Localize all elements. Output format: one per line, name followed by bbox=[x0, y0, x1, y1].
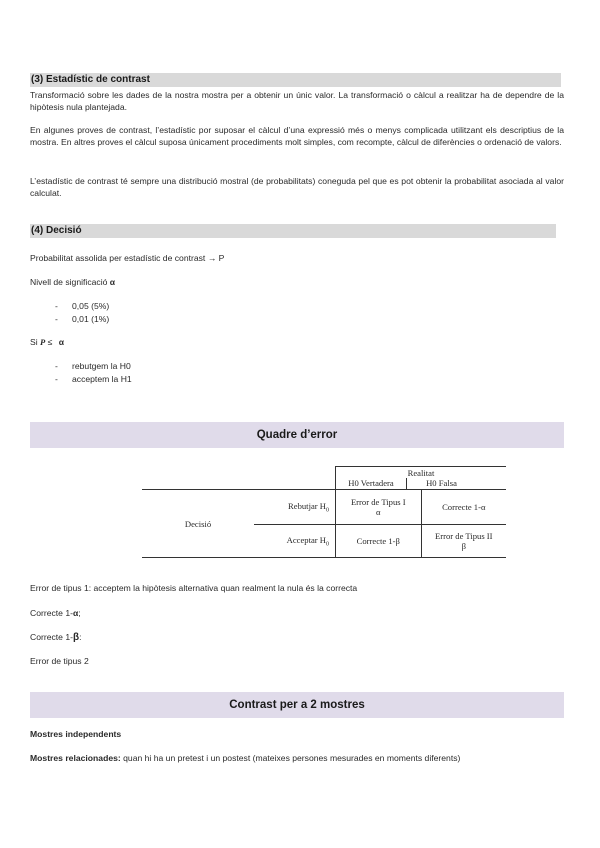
list-item-label: acceptem la H1 bbox=[72, 374, 132, 384]
correcte-beta-line: Correcte 1-β: bbox=[30, 632, 82, 643]
si-label: Si bbox=[30, 337, 41, 347]
band-contrast-2-mostres: Contrast per a 2 mostres bbox=[30, 692, 564, 718]
alpha-symbol: α bbox=[58, 337, 65, 347]
probabilitat-line: Probabilitat assolida per estadístic de contrast → P bbox=[30, 253, 225, 263]
p-symbol: P bbox=[40, 337, 46, 347]
col-h0-falsa: H0 Falsa bbox=[406, 478, 476, 489]
list-item-label: rebutgem la H0 bbox=[72, 361, 131, 371]
realitat-header: Realitat H0 Vertadera H0 Falsa bbox=[336, 467, 507, 490]
cell-correcte-beta: Correcte 1-β bbox=[336, 525, 422, 558]
mostres-relacionades-text: quan hi ha un pretest i un postest (mateixes persones mesurades en moments diferents) bbox=[120, 753, 461, 763]
list-item: - rebutgem la H0 bbox=[55, 361, 131, 371]
list-item-label: 0,05 (5%) bbox=[72, 301, 110, 311]
error-table bbox=[142, 466, 506, 558]
cell-error-tipus-ii: Error de Tipus II β bbox=[421, 525, 506, 558]
row-rebutjar: Rebutjar $H_0$ bbox=[254, 490, 336, 525]
error-tipus-2-line: Error de tipus 2 bbox=[30, 656, 89, 666]
si-p-line bbox=[30, 336, 64, 348]
le-symbol: ≤ bbox=[45, 337, 55, 347]
row-acceptar: Acceptar $H_0$ bbox=[254, 525, 336, 558]
band-quadre-error: Quadre d’error bbox=[30, 422, 564, 448]
paragraph-distribucio-mostral: L’estadístic de contrast té sempre una distribució mostral (de probabilitats) coneguda pel que es pot obtenir la probabilitat asociada al valor calculat. bbox=[30, 176, 564, 199]
list-item: - acceptem la H1 bbox=[55, 374, 132, 384]
list-item-label: 0,01 (1%) bbox=[72, 314, 110, 324]
decisio-row-label: Decisió bbox=[142, 490, 254, 558]
list-item: - 0,01 (1%) bbox=[55, 314, 110, 324]
cell-error-tipus-i: Error de Tipus I α bbox=[336, 490, 422, 525]
paragraph-proves-contrast: En algunes proves de contrast, l’estadístic por suposar el càlcul d’una expressió més o menys complicada utilitzant els descriptius de la mostra. En altres proves el càlcul suposa únicament procediments molt simples, com recompte, càlcul de diferències o ordenació de valors. bbox=[30, 125, 564, 148]
cell-correcte-alpha: Correcte 1-α bbox=[421, 490, 506, 525]
alpha-symbol: α bbox=[72, 608, 79, 618]
beta-symbol: β bbox=[72, 632, 80, 643]
mostres-relacionades-label: Mostres relacionades: bbox=[30, 753, 121, 763]
nivell-label: Nivell de significació bbox=[30, 277, 110, 287]
list-item: - 0,05 (5%) bbox=[55, 301, 110, 311]
paragraph-transformacio: Transformació sobre les dades de la nostra mostra per a obtenir un únic valor. La transformació o càlcul a realitzar ha de dependre de la hipòtesis nula plantejada. bbox=[30, 90, 564, 113]
mostres-independents-line: Mostres independents bbox=[30, 729, 122, 739]
col-h0-vertadera: H0 Vertadera bbox=[348, 477, 394, 488]
mostres-relacionades-line bbox=[30, 752, 460, 764]
error-tipus-1-line: Error de tipus 1: acceptem la hipòtesis alternativa quan realment la nula és la correcta bbox=[30, 583, 358, 593]
section-heading-decisio: (4) Decisió bbox=[30, 224, 556, 238]
correcte-alpha-line: Correcte 1-α; bbox=[30, 608, 81, 618]
nivell-significacio-line bbox=[30, 276, 115, 288]
alpha-symbol: α bbox=[109, 277, 116, 287]
section-heading-estadistic: (3) Estadístic de contrast bbox=[30, 73, 561, 87]
